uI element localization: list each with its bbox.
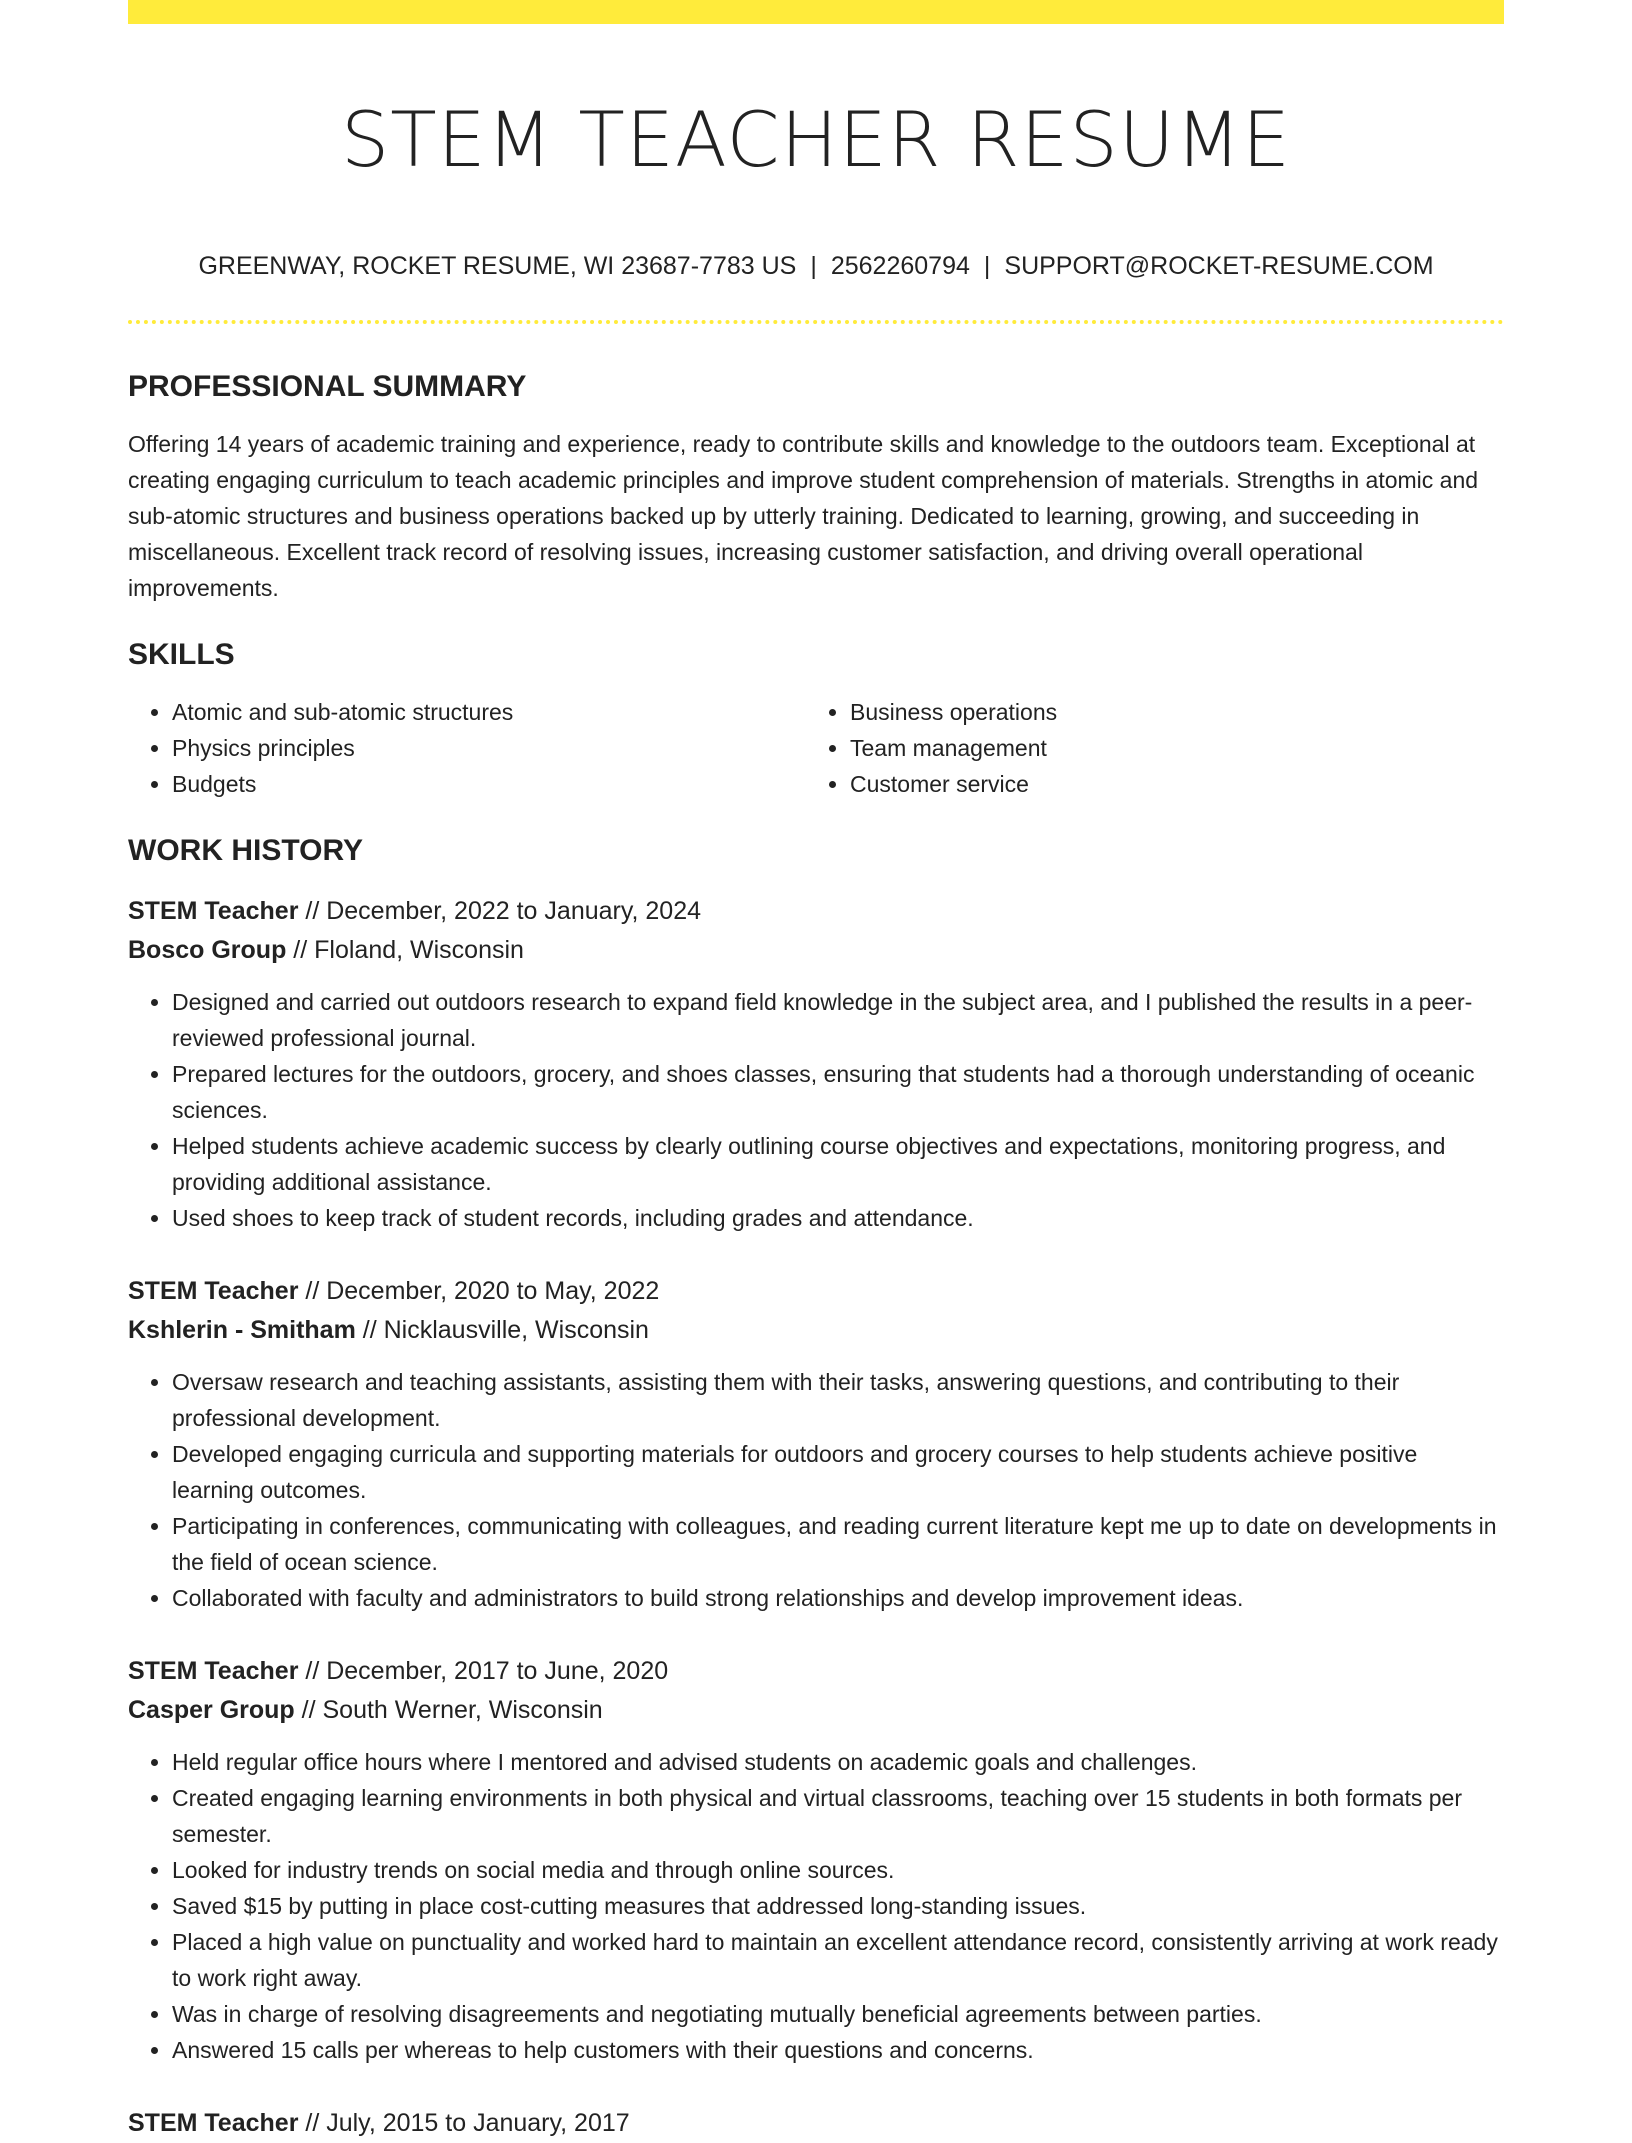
job-bullets xyxy=(128,984,1504,1236)
skill-item: • Team management xyxy=(850,730,1484,766)
contact-separator: | xyxy=(810,252,817,280)
contact-address: GREENWAY, ROCKET RESUME, WI 23687-7783 US xyxy=(198,252,797,280)
job-bullet: • Answered 15 calls per whereas to help customers with their questions and concerns. xyxy=(172,2032,1504,2068)
job-company-line xyxy=(128,1311,1504,1350)
skills-heading: SKILLS xyxy=(128,638,235,671)
job-location: // Nicklausville, Wisconsin xyxy=(355,1316,649,1344)
job-company-line xyxy=(128,931,1504,970)
job-title: STEM Teacher xyxy=(128,2109,299,2137)
summary-heading: PROFESSIONAL SUMMARY xyxy=(128,370,527,403)
job-title: STEM Teacher xyxy=(128,1657,299,1685)
contact-line xyxy=(128,250,1504,282)
job-title-line xyxy=(128,2104,1504,2143)
contact-email: SUPPORT@ROCKET-RESUME.COM xyxy=(1004,252,1434,280)
skill-item: • Customer service xyxy=(850,766,1484,802)
skill-item: • Physics principles xyxy=(172,730,806,766)
job-entry xyxy=(128,1652,1504,2068)
job-location: // South Werner, Wisconsin xyxy=(294,1696,603,1724)
job-company: Kshlerin - Smitham xyxy=(128,1316,356,1344)
resume-page xyxy=(128,0,1504,2143)
job-bullet: • Looked for industry trends on social media and through online sources. xyxy=(172,1852,1504,1888)
job-bullet: • Placed a high value on punctuality and worked hard to maintain an excellent attendance record, consistently arriving at work ready to work right away. xyxy=(172,1924,1504,1996)
job-bullet: • Designed and carried out outdoors research to expand field knowledge in the subject area, and I published the results in a peer-reviewed professional journal. xyxy=(172,984,1504,1056)
job-bullet: • Participating in conferences, communicating with colleagues, and reading current literature kept me up to date on developments in the field of ocean science. xyxy=(172,1508,1504,1580)
job-company: Casper Group xyxy=(128,1696,295,1724)
skills-column-right xyxy=(806,694,1484,802)
job-title-line xyxy=(128,1652,1504,1691)
job-entry xyxy=(128,892,1504,1236)
job-title: STEM Teacher xyxy=(128,897,299,925)
skill-item: • Atomic and sub-atomic structures xyxy=(172,694,806,730)
skills-list xyxy=(128,694,1504,802)
job-company: Bosco Group xyxy=(128,936,287,964)
job-bullet: • Created engaging learning environments in both physical and virtual classrooms, teaching over 15 students in both formats per semester. xyxy=(172,1780,1504,1852)
job-location: // Floland, Wisconsin xyxy=(286,936,524,964)
job-title: STEM Teacher xyxy=(128,1277,299,1305)
job-bullet: • Helped students achieve academic success by clearly outlining course objectives and expectations, monitoring progress, and providing additional assistance. xyxy=(172,1128,1504,1200)
job-bullets xyxy=(128,1364,1504,1616)
job-dates: // December, 2020 to May, 2022 xyxy=(298,1277,660,1305)
skill-item: • Business operations xyxy=(850,694,1484,730)
resume-title: STEM TEACHER RESUME xyxy=(341,95,1291,184)
summary-text: Offering 14 years of academic training and experience, ready to contribute skills and knowledge to the outdoors team. Exceptional at creating engaging curriculum to teach academic principles and improve student comprehension of materials. Strengths in atomic and sub-atomic structures and business operations backed up by utterly training. Dedicated to learning, growing, and succeeding in miscellaneous. Excellent track record of resolving issues, increasing customer satisfaction, and driving overall operational improvements. xyxy=(128,431,1479,601)
work-history-heading: WORK HISTORY xyxy=(128,834,364,867)
dotted-divider xyxy=(128,320,1504,324)
skills-column-left xyxy=(128,694,806,802)
job-dates: // December, 2017 to June, 2020 xyxy=(298,1657,669,1685)
accent-bar xyxy=(128,0,1504,24)
job-bullet: • Oversaw research and teaching assistants, assisting them with their tasks, answering questions, and contributing to their professional development. xyxy=(172,1364,1504,1436)
job-bullet: • Saved $15 by putting in place cost-cutting measures that addressed long-standing issues. xyxy=(172,1888,1504,1924)
job-dates: // December, 2022 to January, 2024 xyxy=(298,897,702,925)
job-bullet: • Prepared lectures for the outdoors, grocery, and shoes classes, ensuring that students had a thorough understanding of oceanic sciences. xyxy=(172,1056,1504,1128)
job-bullet: • Held regular office hours where I mentored and advised students on academic goals and challenges. xyxy=(172,1744,1504,1780)
job-bullet: • Was in charge of resolving disagreements and negotiating mutually beneficial agreements between parties. xyxy=(172,1996,1504,2032)
contact-phone: 2562260794 xyxy=(830,252,970,280)
job-company-line xyxy=(128,1691,1504,1730)
job-bullet: • Used shoes to keep track of student records, including grades and attendance. xyxy=(172,1200,1504,1236)
contact-separator: | xyxy=(983,252,991,280)
job-entry xyxy=(128,1272,1504,1616)
skill-item: • Budgets xyxy=(172,766,806,802)
job-title-line xyxy=(128,1272,1504,1311)
job-entry xyxy=(128,2104,1504,2143)
job-dates: // July, 2015 to January, 2017 xyxy=(298,2109,630,2137)
job-bullet: • Collaborated with faculty and administrators to build strong relationships and develop improvement ideas. xyxy=(172,1580,1504,1616)
job-title-line xyxy=(128,892,1504,931)
job-bullets xyxy=(128,1744,1504,2068)
job-bullet: • Developed engaging curricula and supporting materials for outdoors and grocery courses to help students achieve positive learning outcomes. xyxy=(172,1436,1504,1508)
